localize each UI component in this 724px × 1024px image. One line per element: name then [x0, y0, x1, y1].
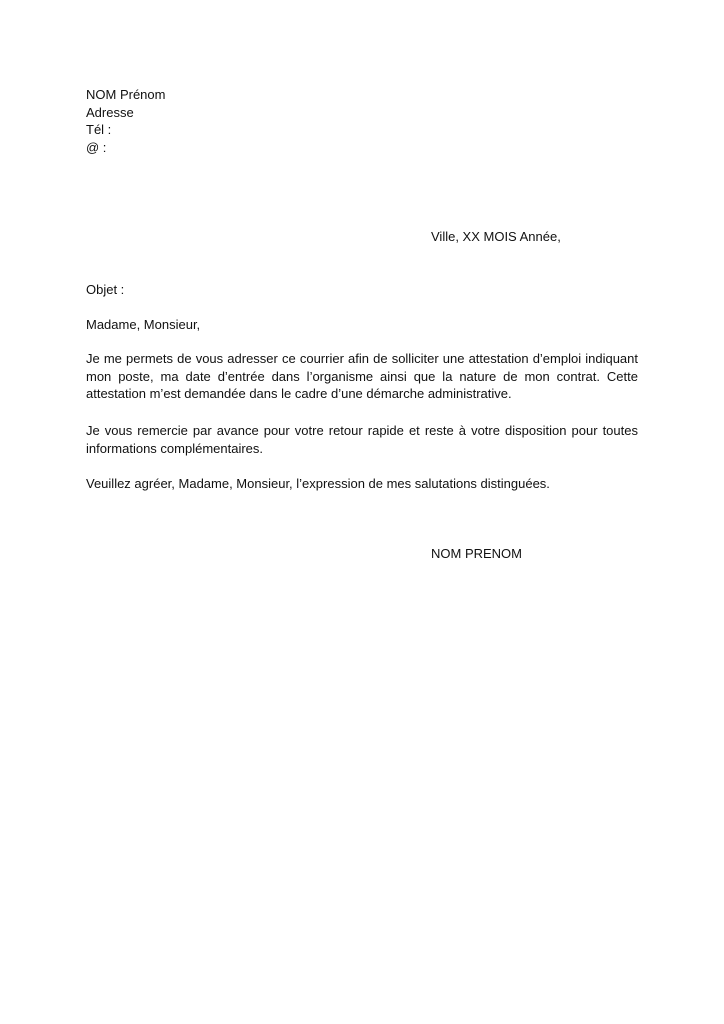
- salutation: Madame, Monsieur,: [86, 317, 201, 332]
- sender-block: [86, 86, 386, 156]
- subject-line: Objet :: [86, 282, 125, 297]
- sender-name: NOM Prénom: [86, 87, 166, 102]
- place-date-line: Ville, XX MOIS Année,: [431, 229, 561, 244]
- sender-address: Adresse: [86, 104, 134, 120]
- sender-phone: Tél :: [86, 122, 112, 137]
- body-paragraph-closing: Veuillez agréer, Madame, Monsieur, l’expression de mes salutations distinguées.: [86, 476, 550, 491]
- sender-email: @ :: [86, 139, 107, 155]
- body-paragraph-thanks: Je vous remercie par avance pour votre retour rapide et reste à votre disposition pour toutes informations complémentaires.: [86, 423, 638, 456]
- signature-name: NOM PRENOM: [431, 546, 522, 561]
- body-paragraph-request: Je me permets de vous adresser ce courrier afin de solliciter une attestation d’emploi indiquant mon poste, ma date d’entrée dans l’organisme ainsi que la nature de mon contrat. Cette attestation m’est demandée dans le cadre d’une démarche administrative.: [86, 351, 638, 401]
